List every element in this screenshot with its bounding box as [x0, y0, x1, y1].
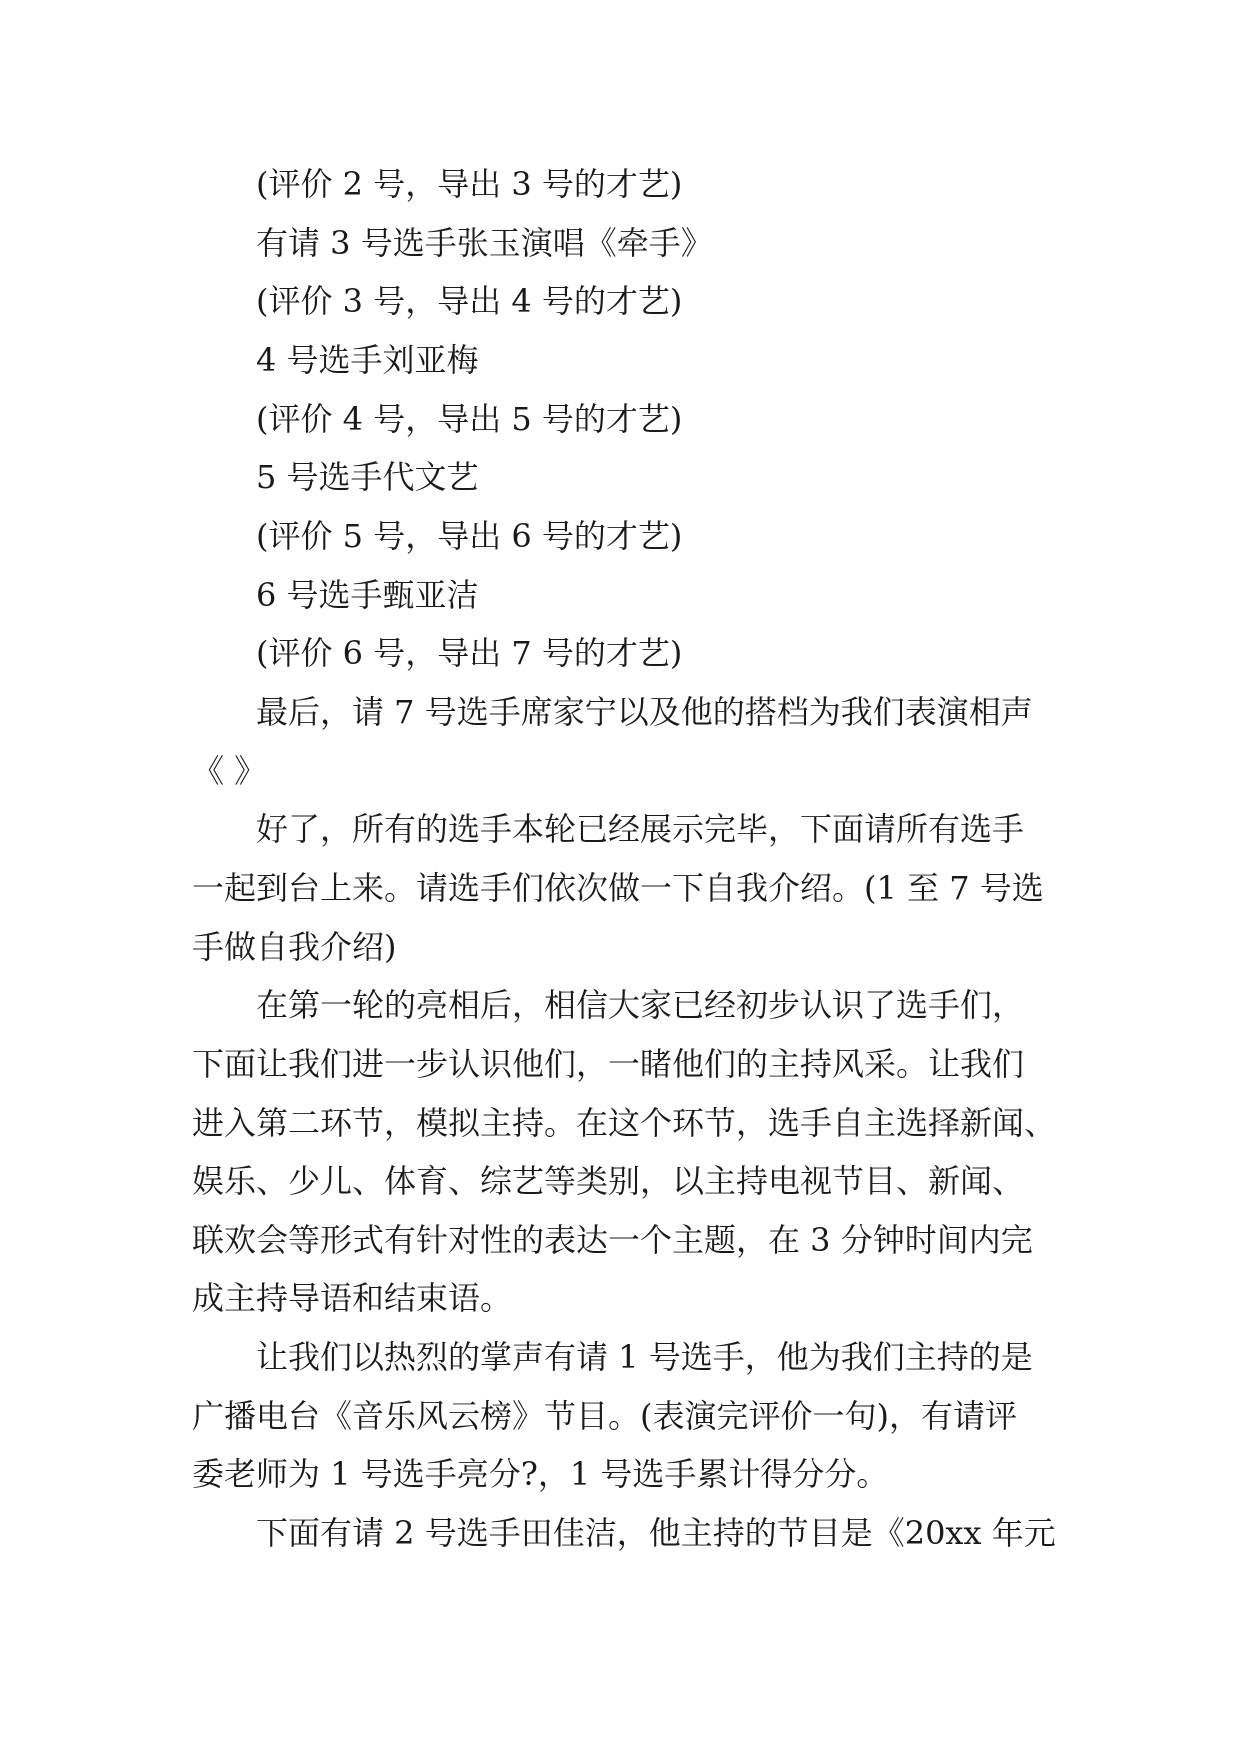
document-line: (评价 5 号，导出 6 号的才艺)	[256, 516, 683, 555]
document-line: 娱乐、少儿、体育、综艺等类别，以主持电视节目、新闻、	[192, 1162, 1025, 1201]
document-line: 成主持导语和结束语。	[192, 1279, 513, 1318]
document-line: 有请 3 号选手张玉演唱《牵手》	[256, 223, 713, 262]
document-line: (评价 6 号，导出 7 号的才艺)	[256, 634, 683, 673]
document-line: 最后，请 7 号选手席家宁以及他的搭档为我们表演相声	[256, 692, 1033, 731]
document-line: 联欢会等形式有针对性的表达一个主题，在 3 分钟时间内完	[192, 1220, 1033, 1259]
document-line: (评价 4 号，导出 5 号的才艺)	[256, 399, 683, 438]
document-line: 在第一轮的亮相后，相信大家已经初步认识了选手们，	[256, 986, 1025, 1025]
document-line: 进入第二环节，模拟主持。在这个环节，选手自主选择新闻、	[192, 1103, 1057, 1142]
document-line: 好了，所有的选手本轮已经展示完毕，下面请所有选手	[256, 810, 1025, 849]
document-line: 一起到台上来。请选手们依次做一下自我介绍。(1 至 7 号选	[192, 868, 1044, 907]
document-line: (评价 3 号，导出 4 号的才艺)	[256, 282, 683, 321]
document-line: 下面有请 2 号选手田佳洁，他主持的节目是《20xx 年元	[256, 1514, 1056, 1553]
document-line: (评价 2 号，导出 3 号的才艺)	[256, 165, 683, 203]
document-line: 4 号选手刘亚梅	[256, 340, 479, 379]
document-line: 让我们以热烈的掌声有请 1 号选手，他为我们主持的是	[256, 1338, 1033, 1377]
document-line: 《 》	[192, 751, 267, 790]
document-line: 委老师为 1 号选手亮分?，1 号选手累计得分分。	[192, 1455, 889, 1494]
document-line: 手做自我介绍)	[192, 927, 397, 966]
document-line: 5 号选手代文艺	[256, 458, 479, 497]
document-line: 6 号选手甄亚洁	[256, 575, 479, 614]
document-line: 广播电台《音乐风云榜》节目。(表演完评价一句)，有请评	[192, 1396, 1017, 1435]
document-line: 下面让我们进一步认识他们，一睹他们的主持风采。让我们	[192, 1044, 1025, 1083]
